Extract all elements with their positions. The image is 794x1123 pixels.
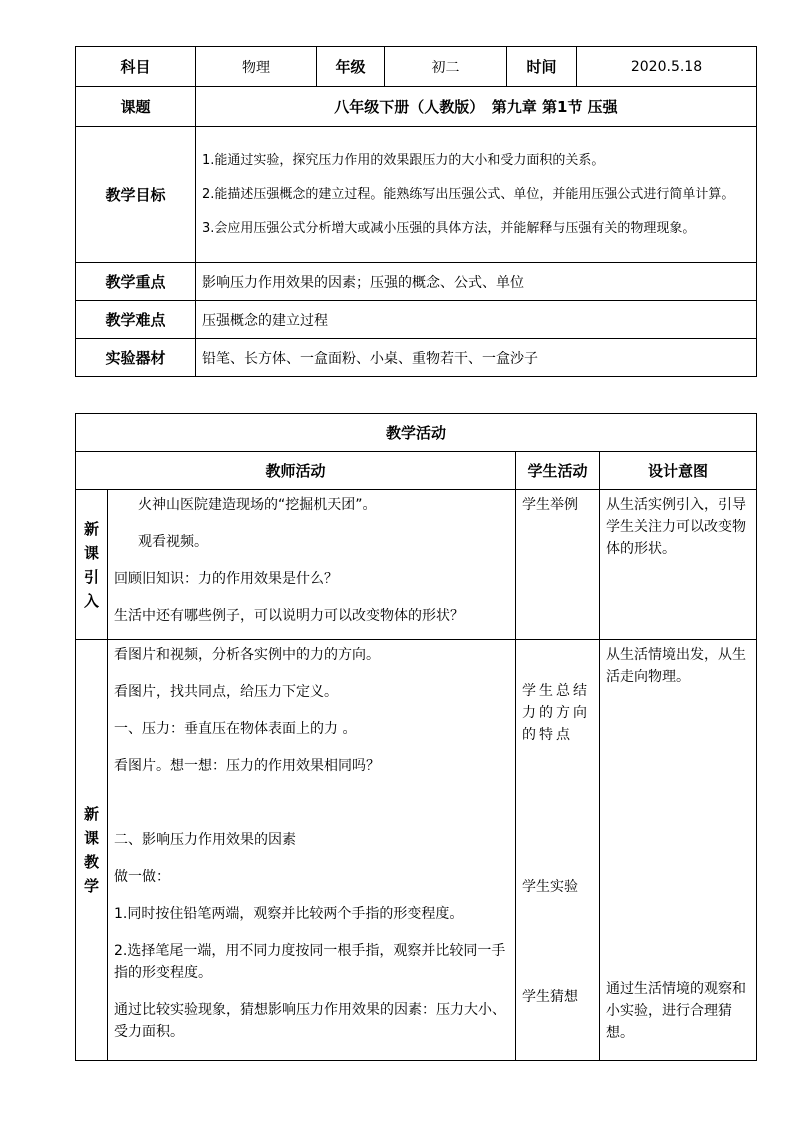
teacher-line: 观看视频。	[138, 534, 208, 550]
teacher-line: 通过比较实验现象，猜想影响压力作用效果的因素：压力大小、受力面积。	[114, 1002, 506, 1040]
section-intro-intent: 从生活实例引入，引导学生关注力可以改变物体的形状。	[600, 490, 757, 640]
subject-label: 科目	[76, 47, 196, 87]
teacher-line: 2.选择笔尾一端，用不同力度按同一根手指，观察并比较同一手指的形变程度。	[114, 943, 506, 981]
section-intro-student: 学生举例	[516, 490, 600, 640]
key-value: 影响压力作用效果的因素；压强的概念、公式、单位	[196, 263, 757, 301]
teacher-line: 看图片和视频，分析各实例中的力的方向。	[114, 647, 380, 663]
section-intro-label: 新 课 引 入	[76, 490, 108, 640]
equipment-label: 实验器材	[76, 339, 196, 377]
difficulty-label: 教学难点	[76, 301, 196, 339]
subject-value: 物理	[196, 47, 317, 87]
topic-value: 八年级下册（人教版） 第九章 第1节 压强	[196, 87, 757, 127]
col-student-header: 学生活动	[516, 452, 600, 490]
teacher-line: 1.同时按住铅笔两端，观察并比较两个手指的形变程度。	[114, 906, 464, 922]
teacher-line: 二、影响压力作用效果的因素	[114, 832, 296, 848]
goal-item: 1.能通过实验，探究压力作用的效果跟压力的大小和受力面积的关系。	[202, 152, 605, 168]
teacher-line: 看图片，找共同点，给压力下定义。	[114, 684, 338, 700]
course-info-table	[75, 46, 757, 377]
grade-value: 初二	[385, 47, 507, 87]
section-teach-intent: 从生活情境出发，从生活走向物理。 通过生活情境的观察和小实验，进行合理猜想。	[600, 640, 757, 1061]
equipment-value: 铅笔、长方体、一盒面粉、小桌、重物若干、一盒沙子	[196, 339, 757, 377]
difficulty-value: 压强概念的建立过程	[196, 301, 757, 339]
teacher-line: 看图片。想一想：压力的作用效果相同吗？	[114, 758, 380, 774]
activities-title: 教学活动	[76, 414, 757, 452]
teacher-line: 一、压力：垂直压在物体表面上的力 。	[114, 721, 357, 737]
key-label: 教学重点	[76, 263, 196, 301]
activities-table	[75, 413, 757, 1061]
goals-cell	[196, 127, 757, 263]
teacher-line: 做一做：	[114, 869, 170, 885]
teacher-line: 火神山医院建造现场的“挖掘机天团”。	[138, 497, 377, 513]
grade-label: 年级	[317, 47, 385, 87]
topic-label: 课题	[76, 87, 196, 127]
time-label: 时间	[507, 47, 577, 87]
section-teach-teacher	[108, 640, 516, 1061]
col-teacher-header: 教师活动	[76, 452, 516, 490]
teacher-line: 生活中还有哪些例子，可以说明力可以改变物体的形状？	[114, 608, 464, 624]
goals-label: 教学目标	[76, 127, 196, 263]
section-teach-label: 新 课 教 学	[76, 640, 108, 1061]
goal-item: 3.会应用压强公式分析增大或减小压强的具体方法，并能解释与压强有关的物理现象。	[202, 220, 696, 236]
goal-item: 2.能描述压强概念的建立过程。能熟练写出压强公式、单位，并能用压强公式进行简单计算。	[202, 186, 735, 202]
col-intent-header: 设计意图	[600, 452, 757, 490]
section-teach-student: 学生总结力的方向的特点 学生实验 学生猜想	[516, 640, 600, 1061]
section-intro-teacher	[108, 490, 516, 640]
time-value: 2020.5.18	[577, 47, 757, 87]
teacher-line: 回顾旧知识：力的作用效果是什么？	[114, 571, 338, 587]
